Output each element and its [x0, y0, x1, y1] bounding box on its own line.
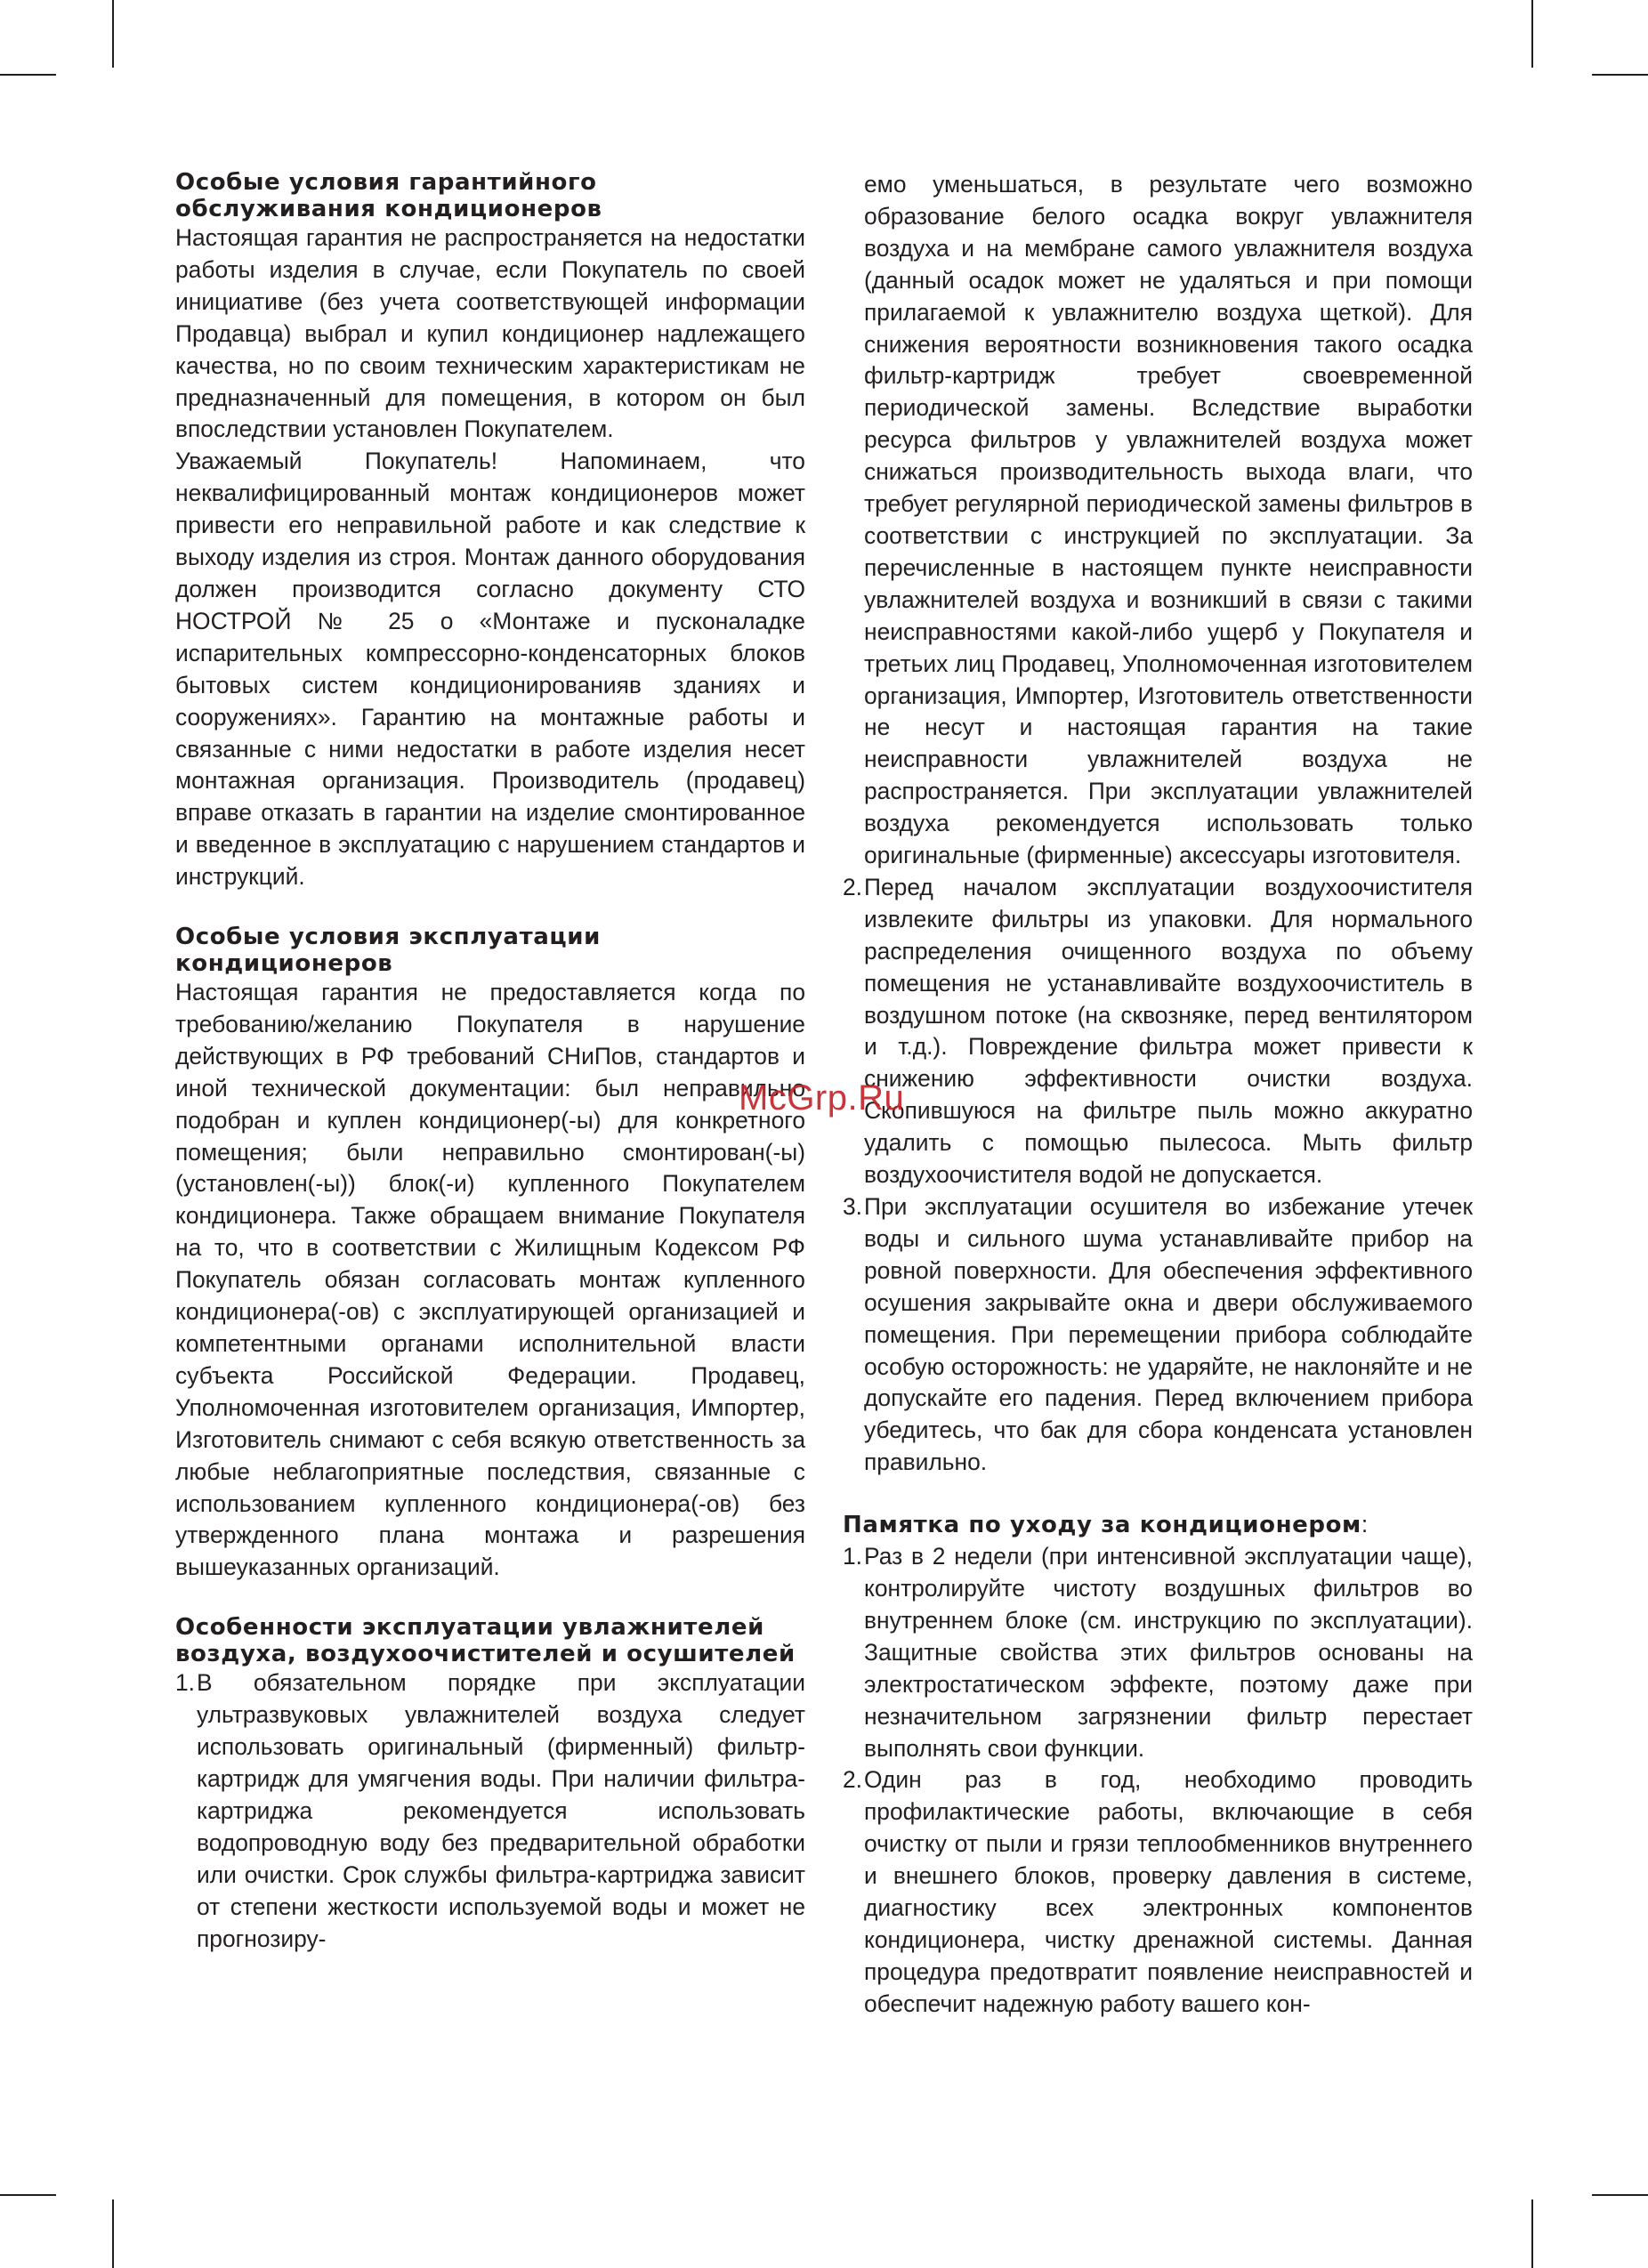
- crop-mark-bottom-right-v: [1531, 2199, 1533, 2268]
- crop-mark-top-left-h: [0, 74, 56, 76]
- humidifier-list: [175, 1667, 805, 1955]
- right-column: [843, 169, 1473, 2021]
- list-item: [843, 1541, 1473, 1764]
- crop-mark-bottom-left-h: [0, 2194, 56, 2196]
- section-title-humidifiers: Особенности эксплуатации увлажнителей воздуха, воздухоочистителей и осушителей: [175, 1614, 796, 1668]
- list-item-text: Перед началом эксплуатации воздухоочистителя извлеките фильтры из упаковки. Для нормального распределения очищенного воздуха по объему помещения не устанавливайте воздухоочиститель в воздушном потоке (на сквозняке, перед вентилятором и т.д.). Повреждение фильтра может привести к снижению эффективности очистки воздуха. Скопившуюся на фильтре пыль можно аккуратно удалить с помощью пылесоса. Мыть фильтр воздухоочистителя водой не допускается.: [864, 873, 1473, 1189]
- warranty-paragraph-2: Уважаемый Покупатель! Напоминаем, что неквалифицированный монтаж кондиционеров может привести его неправильной работе и как следствие к выходу изделия из строя. Монтаж данного оборудования должен производится согласно документу СТО НОСТРОЙ № 25 о «Монтаже и пусконаладке испарительных компрессорно-конденсаторных блоков бытовых систем кондиционированияв зданиях и сооружениях». Гарантию на монтажные работы и связанные с ними недостатки в работе изделия несет монтажная организация. Производитель (продавец) вправе отказать в гарантии на изделие смонтированное и введенное в эксплуатацию с нарушением стандартов и инструкций.: [175, 448, 805, 891]
- memo-title-colon: :: [1361, 1511, 1369, 1538]
- watermark: McGrp.Ru: [739, 1078, 905, 1118]
- appliance-list: [843, 872, 1473, 1479]
- crop-mark-top-left-v: [112, 0, 114, 68]
- operation-paragraph-1: Настоящая гарантия не предоставляется когда по требованию/желанию Покупателя в нарушение действующих в РФ требований СНиПов, стандартов и иной технической документации: был неправильно подобран и куплен кондиционер(-ы) для конкретного помещения; были неправильно смонтирован(-ы) (установлен(-ы)) блок(-и) купленного Покупателем кондиционера. Также обращаем внимание Покупателя на то, что в соответствии с Жилищным Кодексом РФ Покупатель обязан согласовать монтаж купленного кондиционера(-ов) с эксплуатирующей организацией и компетентными органами исполнительной власти субъекта Российской Федерации. Продавец, Уполномоченная изготовителем организация, Импортер, Изготовитель снимают с себя всякую ответственность за любые неблагоприятные последствия, связанные с использованием купленного кондиционера(-ов) без утвержденного плана монтажа и разрешения вышеуказанных организаций.: [175, 979, 805, 1581]
- crop-mark-top-right-h: [1592, 74, 1648, 76]
- list-item-number: 3.: [843, 1193, 863, 1220]
- left-column: [175, 169, 805, 1955]
- crop-mark-bottom-left-v: [112, 2199, 114, 2268]
- humidifier-continued-text: емо уменьшаться, в результате чего возможно образование белого осадка вокруг увлажнителя воздуха и на мембране самого увлажнителя воздуха (данный осадок может не удаляться и при помощи прилагаемой к увлажнителю воздуха щеткой). Для снижения вероятности возникновения такого осадка фильтр-картридж требует своевременной периодической замены. Вследствие выработки ресурса фильтров у увлажнителей воздуха может снижаться производительность выхода влаги, что требует регулярной периодической замены фильтров в соответствии с инструкцией по эксплуатации. За перечисленные в настоящем пункте неисправности увлажнителей воздуха и возникший в связи с такими неисправностями какой-либо ущерб у Покупателя и третьих лиц Продавец, Уполномоченная изготовителем организация, Импортер, Изготовитель ответственности не несут и настоящая гарантия на такие неисправности увлажнителей воздуха не распространяется. При эксплуатации увлажнителей воздуха рекомендуется использовать только оригинальные (фирменные) аксессуары изготовителя.: [864, 171, 1474, 869]
- section-title-care-memo: Памятка по уходу за кондиционером: [843, 1512, 1361, 1539]
- list-item-text: Раз в 2 недели (при интенсивной эксплуатации чаще), контролируйте чистоту воздушных фильтров во внутреннем блоке (см. инструкцию по эксплуатации). Защитные свойства этих фильтров основаны на электростатическом эффекте, поэтому даже при незначительном загрязнении фильтр перестает выполнять свои функции.: [864, 1543, 1473, 1762]
- section-title-operation-conditions: Особые условия эксплуатации кондиционеров: [175, 924, 601, 978]
- list-item-number: 2.: [843, 873, 863, 900]
- crop-mark-top-right-v: [1531, 0, 1533, 68]
- warranty-paragraph-1: Настоящая гарантия не распространяется на недостатки работы изделия в случае, если Покупатель по своей инициативе (без учета соответствующей информации Продавца) выбрал и купил кондиционер надлежащего качества, но по своим техническим характеристикам не предназначенный для помещения, в котором он был впоследствии установлен Покупателем.: [175, 224, 805, 443]
- care-memo-list: [843, 1541, 1473, 2021]
- crop-mark-bottom-right-h: [1592, 2194, 1648, 2196]
- list-item: [175, 1667, 805, 1955]
- list-item: [843, 1764, 1473, 2020]
- list-item-text: При эксплуатации осушителя во избежание утечек воды и сильного шума устанавливайте прибор на ровной поверхности. Для обеспечения эффективного осушения закрывайте окна и двери обслуживаемого помещения. При перемещении прибора соблюдайте особую осторожность: не ударяйте, не наклоняйте и не допускайте его падения. Перед включением прибора убедитесь, что бак для сбора конденсата установлен правильно.: [864, 1193, 1473, 1476]
- section-title-warranty-conditions: Особые условия гарантийного обслуживания кондиционеров: [175, 169, 602, 222]
- list-item: [843, 872, 1473, 1191]
- list-item-number: 2.: [843, 1766, 863, 1794]
- list-item-text: Один раз в год, необходимо проводить профилактические работы, включающие в себя очистку от пыли и грязи теплообменников внутреннего и внешнего блоков, проверку давления в системе, диагностику всех электронных компонентов кондиционера, чистку дренажной системы. Данная процедура предотвратит появление неисправностей и обеспечит надежную работу вашего кон-: [864, 1766, 1473, 2017]
- list-item-text: В обязательном порядке при эксплуатации ультразвуковых увлажнителей воздуха следует использовать оригинальный (фирменный) фильтр-картридж для умягчения воды. При наличии фильтра-картриджа рекомендуется использовать водопроводную воду без предварительной обработки или очистки. Срок службы фильтра-картриджа зависит от степени жесткости используемой воды и может не прогнозиру-: [197, 1669, 805, 1952]
- memo-heading: [843, 1509, 1473, 1541]
- list-item-number: 1.: [843, 1543, 863, 1570]
- list-item-number: 1.: [175, 1669, 196, 1697]
- list-item: [843, 1191, 1473, 1479]
